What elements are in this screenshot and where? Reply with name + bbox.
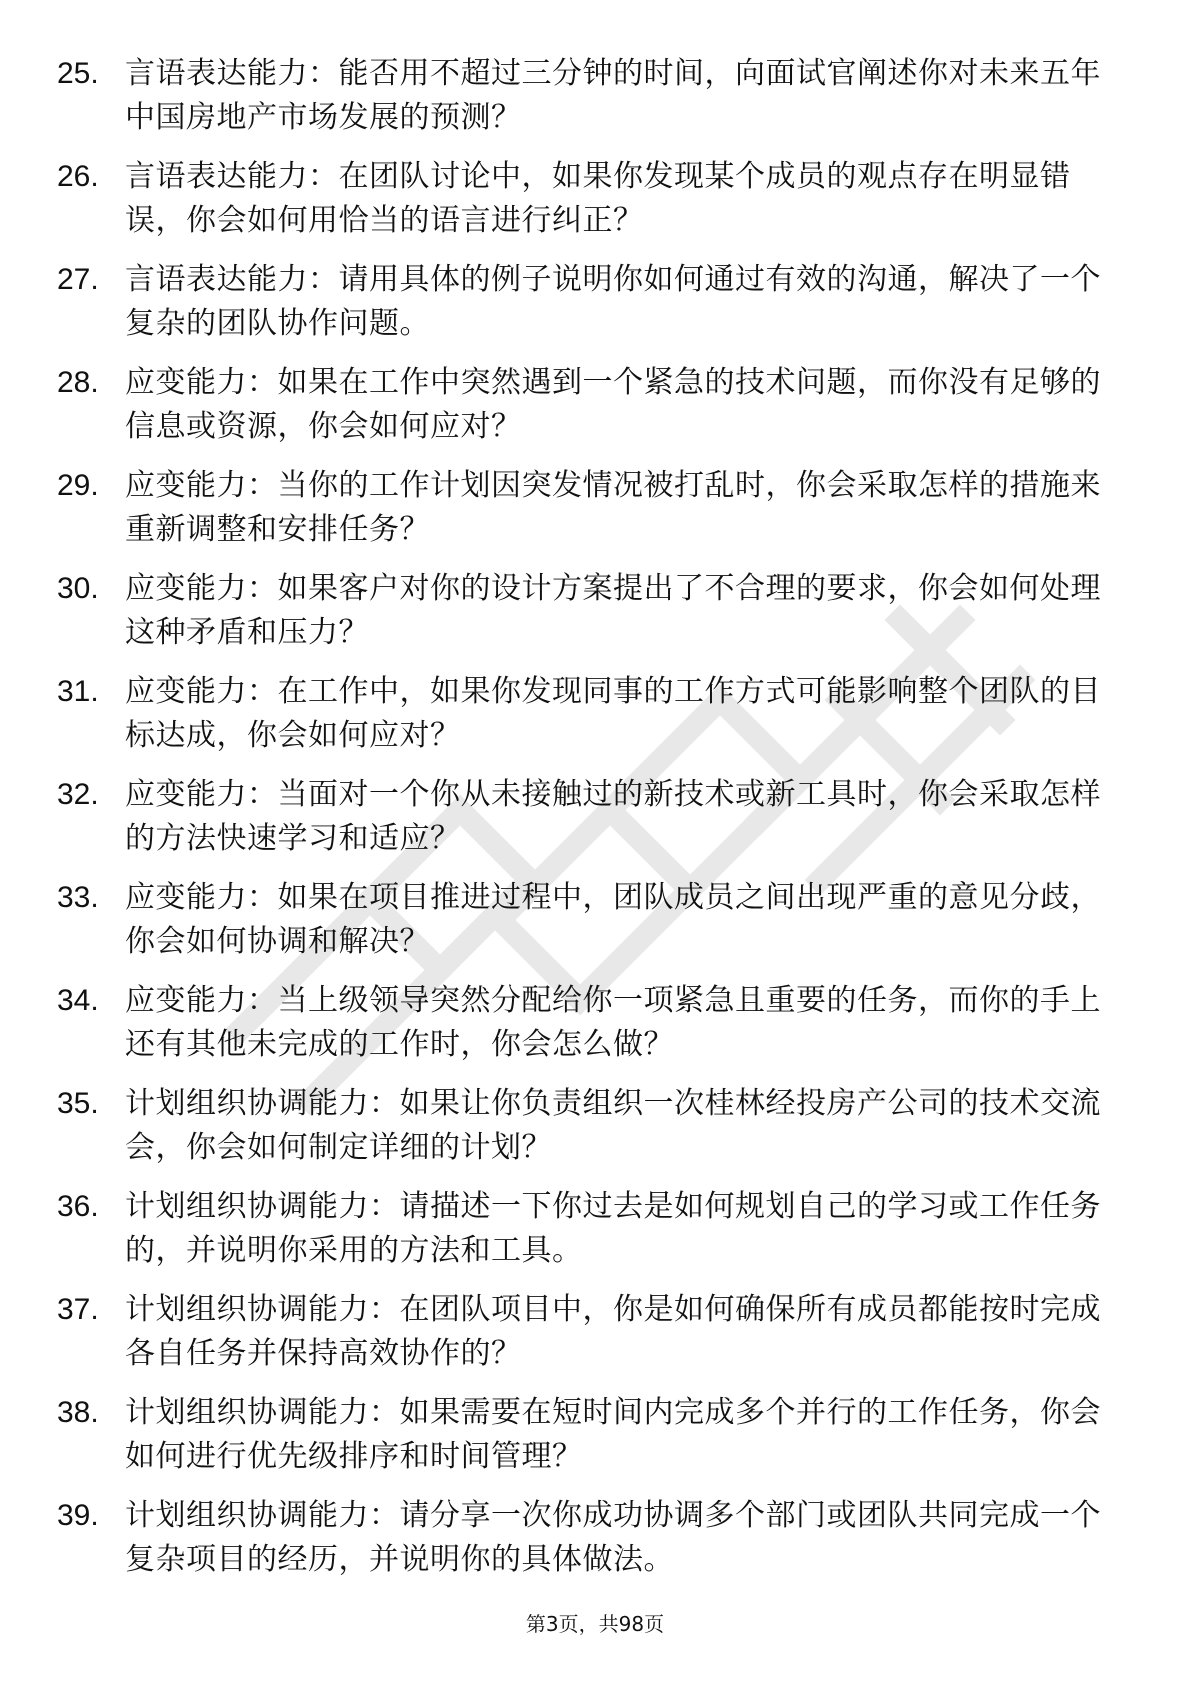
question-number: 39. (57, 1499, 99, 1532)
question-text: 应变能力：如果在工作中突然遇到一个紧急的技术问题，而你没有足够的信息或资源，你会如何应对？ (125, 365, 1101, 444)
question-text: 计划组织协调能力：请描述一下你过去是如何规划自己的学习或工作任务的，并说明你采用的方法和工具。 (125, 1189, 1101, 1268)
question-text: 应变能力：如果在项目推进过程中，团队成员之间出现严重的意见分歧，你会如何协调和解决？ (125, 880, 1101, 959)
question-text: 言语表达能力：请用具体的例子说明你如何通过有效的沟通，解决了一个复杂的团队协作问题。 (125, 262, 1101, 341)
question-item (57, 773, 1117, 861)
question-number: 38. (57, 1396, 99, 1429)
question-number: 37. (57, 1293, 99, 1326)
question-item (57, 1082, 1117, 1170)
question-number: 28. (57, 366, 99, 399)
question-number: 29. (57, 469, 99, 502)
question-text: 计划组织协调能力：如果让你负责组织一次桂林经投房产公司的技术交流会，你会如何制定详细的计划？ (125, 1086, 1101, 1165)
question-number: 35. (57, 1087, 99, 1120)
question-item (57, 1494, 1117, 1582)
question-item (57, 1391, 1117, 1479)
question-text: 应变能力：如果客户对你的设计方案提出了不合理的要求，你会如何处理这种矛盾和压力？ (125, 571, 1101, 650)
question-text: 计划组织协调能力：在团队项目中，你是如何确保所有成员都能按时完成各自任务并保持高效协作的？ (125, 1292, 1101, 1371)
question-text: 计划组织协调能力：如果需要在短时间内完成多个并行的工作任务，你会如何进行优先级排序和时间管理？ (125, 1395, 1101, 1474)
question-item (57, 361, 1117, 449)
question-text: 言语表达能力：能否用不超过三分钟的时间，向面试官阐述你对未来五年中国房地产市场发展的预测？ (125, 56, 1101, 135)
question-item (57, 1185, 1117, 1273)
question-item (57, 979, 1117, 1067)
question-list (57, 52, 1117, 1597)
question-number: 25. (57, 57, 99, 90)
question-number: 33. (57, 881, 99, 914)
question-number: 34. (57, 984, 99, 1017)
question-number: 31. (57, 675, 99, 708)
question-text: 言语表达能力：在团队讨论中，如果你发现某个成员的观点存在明显错误，你会如何用恰当的语言进行纠正？ (125, 159, 1071, 238)
page-number-footer: 第3页，共98页 (525, 1612, 665, 1636)
question-item (57, 52, 1117, 140)
question-item (57, 876, 1117, 964)
question-item (57, 258, 1117, 346)
question-text: 应变能力：当上级领导突然分配给你一项紧急且重要的任务，而你的手上还有其他未完成的工作时，你会怎么做？ (125, 983, 1101, 1062)
question-item (57, 670, 1117, 758)
question-item (57, 1288, 1117, 1376)
question-item (57, 155, 1117, 243)
question-item (57, 464, 1117, 552)
question-text: 应变能力：当你的工作计划因突发情况被打乱时，你会采取怎样的措施来重新调整和安排任务？ (125, 468, 1101, 547)
question-number: 26. (57, 160, 99, 193)
question-text: 应变能力：当面对一个你从未接触过的新技术或新工具时，你会采取怎样的方法快速学习和适应？ (125, 777, 1101, 856)
question-number: 27. (57, 263, 99, 296)
question-text: 计划组织协调能力：请分享一次你成功协调多个部门或团队共同完成一个复杂项目的经历，并说明你的具体做法。 (125, 1498, 1101, 1577)
question-number: 36. (57, 1190, 99, 1223)
question-text: 应变能力：在工作中，如果你发现同事的工作方式可能影响整个团队的目标达成，你会如何应对？ (125, 674, 1101, 753)
question-number: 32. (57, 778, 99, 811)
question-number: 30. (57, 572, 99, 605)
question-item (57, 567, 1117, 655)
